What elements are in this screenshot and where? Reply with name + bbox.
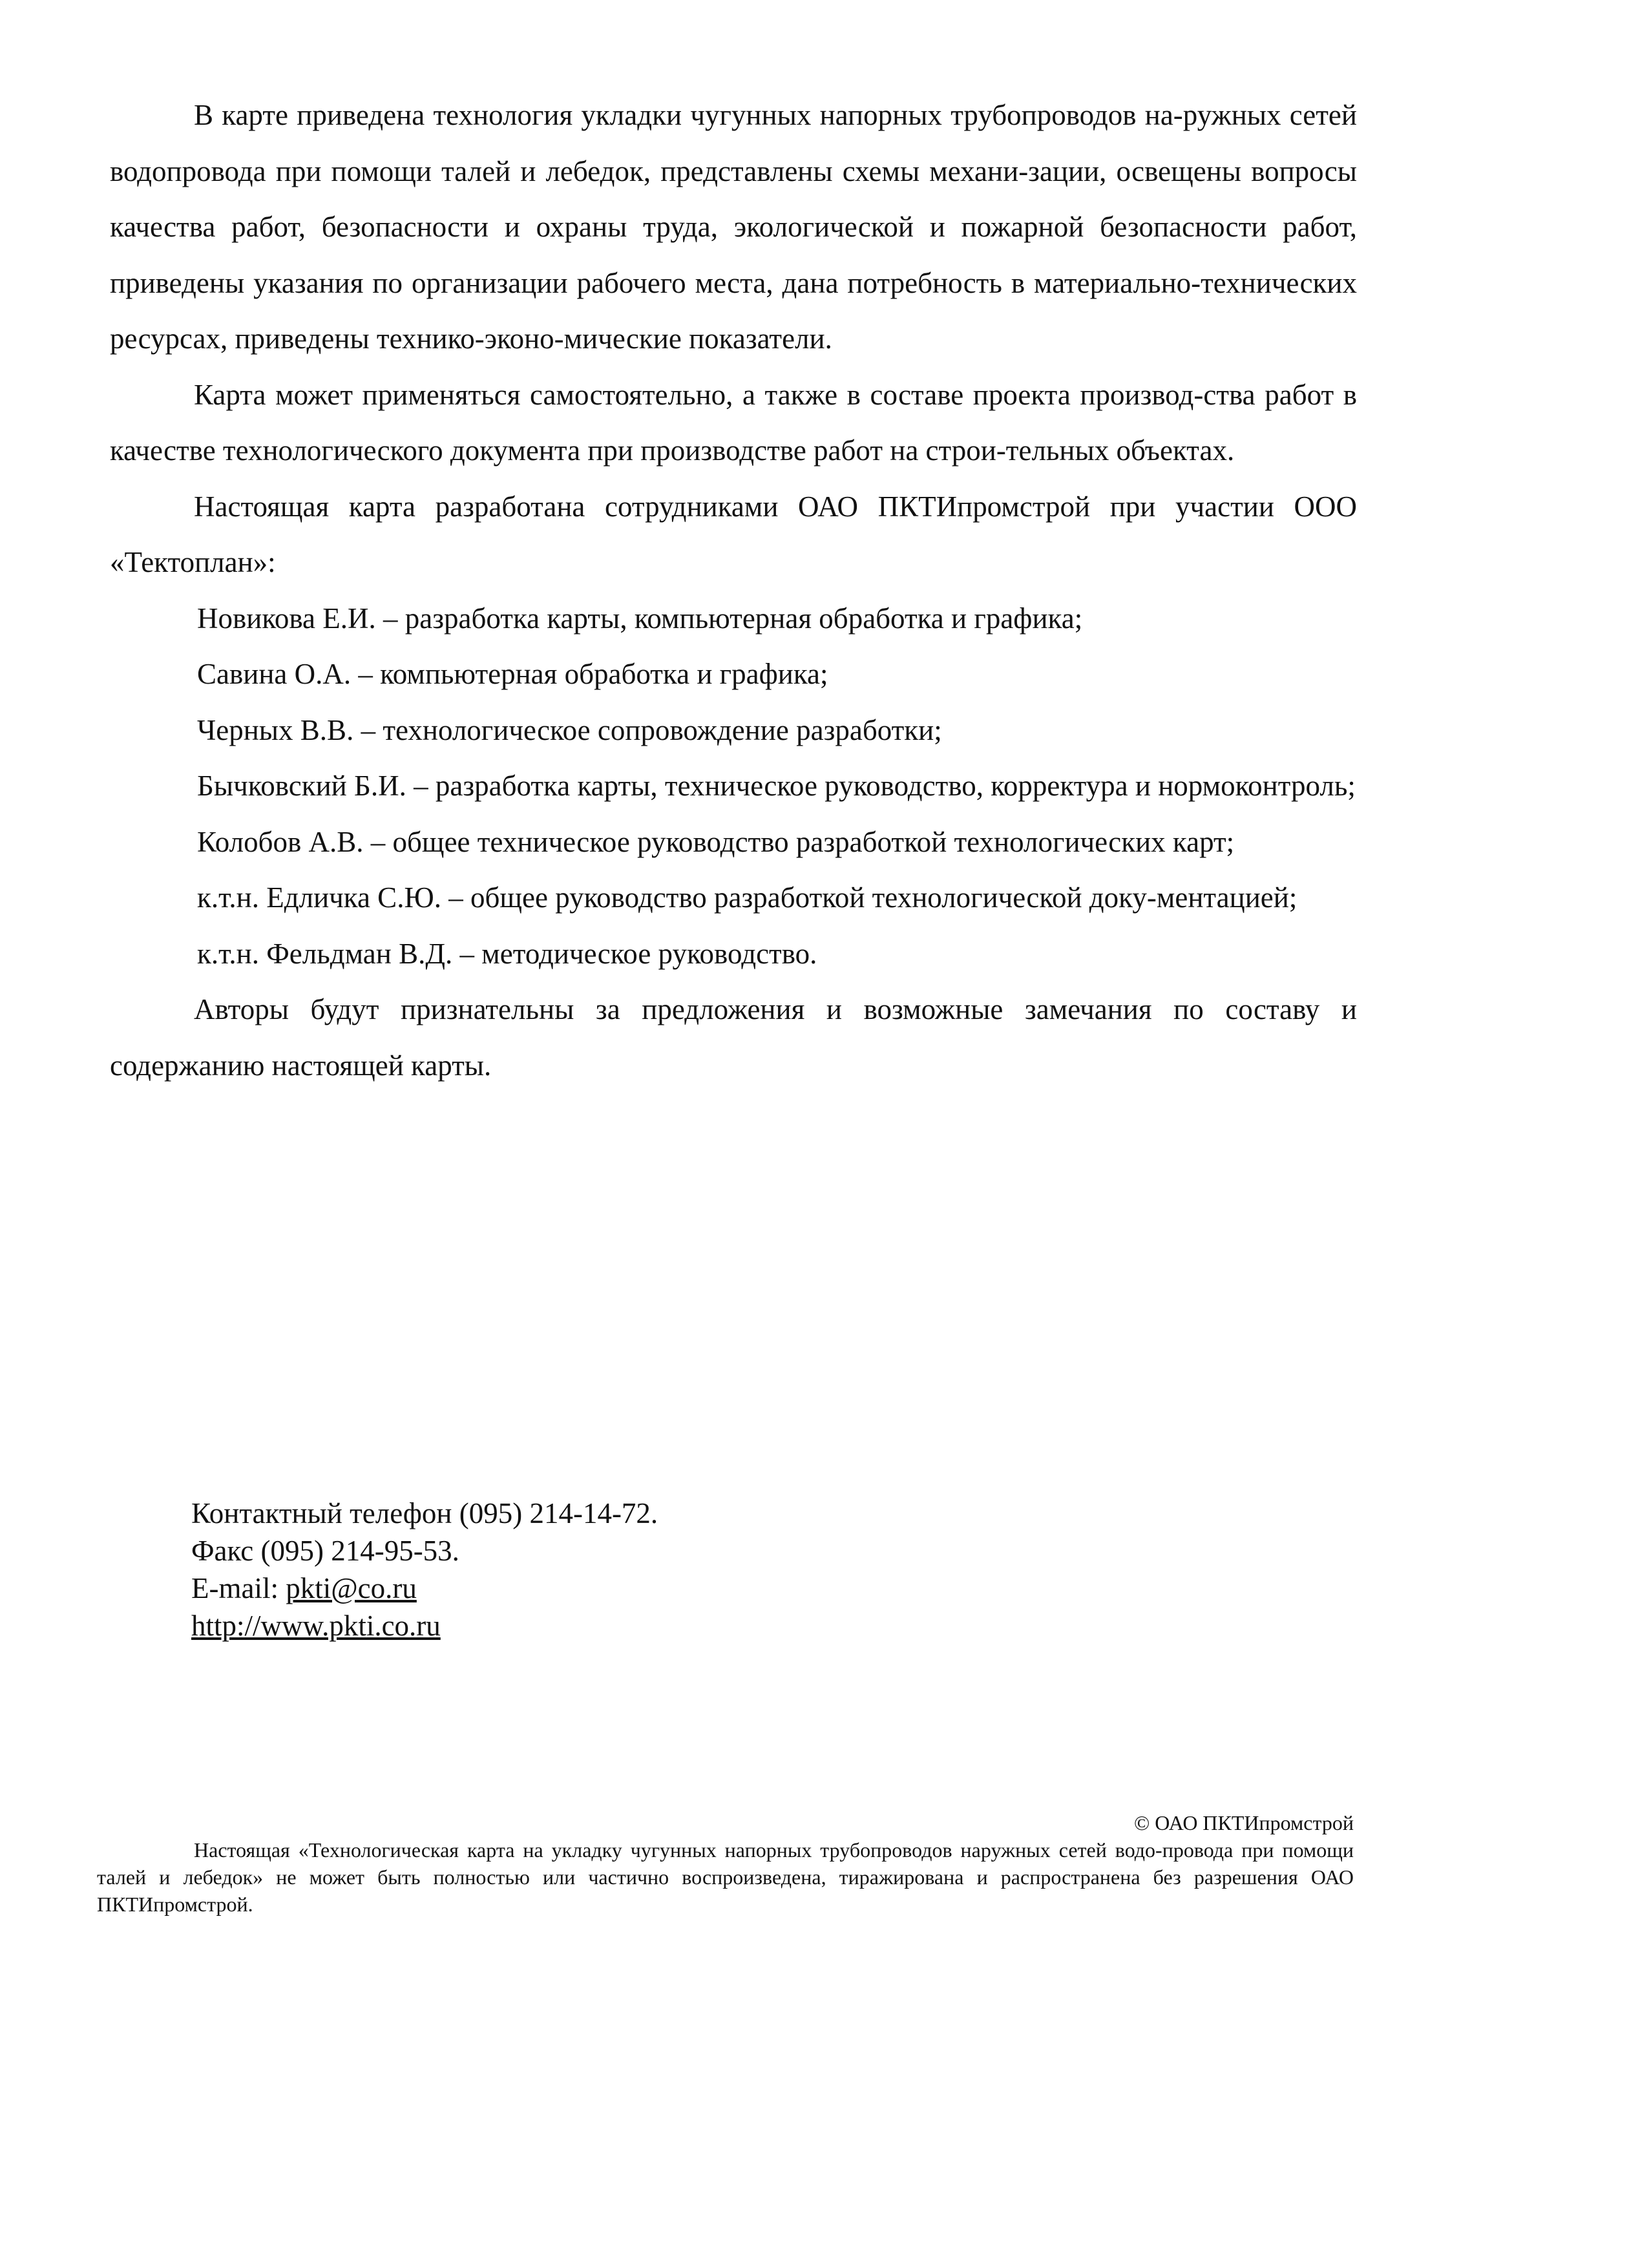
email-label: E-mail: bbox=[191, 1572, 286, 1604]
closing-paragraph: Авторы будут признательны за предложения и возможные замечания по составу и содержанию настоящей карты. bbox=[110, 993, 1357, 1082]
contact-phone: Контактный телефон (095) 214-14-72. bbox=[191, 1497, 658, 1529]
copyright-notice: Настоящая «Технологическая карта на укладку чугунных напорных трубопроводов наружных сетей водо-провода при помощи талей и лебедок» не может быть полностью или частично воспроизведена, тиражирована и распространена без разрешения ОАО ПКТИпромстрой. bbox=[97, 1838, 1354, 1916]
contributor-item: Бычковский Б.И. – разработка карты, техническое руководство, корректура и нормоконтроль; bbox=[197, 770, 1356, 802]
contributor-item: к.т.н. Фельдман В.Д. – методическое руководство. bbox=[197, 937, 817, 970]
contributor-item: Новикова Е.И. – разработка карты, компьютерная обработка и графика; bbox=[197, 602, 1083, 635]
document-body bbox=[110, 87, 1357, 1093]
contributor-item: Черных В.В. – технологическое сопровождение разработки; bbox=[197, 713, 942, 746]
website-link[interactable]: http://www.pkti.co.ru bbox=[191, 1610, 441, 1642]
contributor-item: Колобов А.В. – общее техническое руководство разработкой технологических карт; bbox=[197, 825, 1235, 858]
contact-email-line bbox=[191, 1570, 658, 1607]
email-link[interactable]: pkti@co.ru bbox=[286, 1572, 417, 1604]
copyright-footer bbox=[97, 1809, 1354, 1918]
intro-paragraph: В карте приведена технология укладки чугунных напорных трубопроводов на-ружных сетей водопровода при помощи талей и лебедок, представлены схемы механи-зации, освещены вопросы качества работ, безопасности и охраны труда, экологической и пожарной безопасности работ, приведены указания по организации рабочего места, дана потребность в материально-технических ресурсах, приведены технико-эконо-мические показатели. bbox=[110, 99, 1357, 355]
contact-fax: Факс (095) 214-95-53. bbox=[191, 1535, 459, 1567]
contributor-item: Савина О.А. – компьютерная обработка и графика; bbox=[197, 658, 828, 690]
contributor-item: к.т.н. Едличка С.Ю. – общее руководство разработкой технологической доку-ментацией; bbox=[197, 881, 1297, 914]
copyright-line: © ОАО ПКТИпромстрой bbox=[1133, 1811, 1354, 1834]
authors-intro-paragraph: Настоящая карта разработана сотрудниками ОАО ПКТИпромстрой при участии ООО «Тектоплан»: bbox=[110, 490, 1357, 578]
usage-paragraph: Карта может применяться самостоятельно, а также в составе проекта производ-ства работ в качестве технологического документа при производстве работ на строи-тельных объектах. bbox=[110, 378, 1357, 467]
contact-block bbox=[191, 1495, 658, 1644]
